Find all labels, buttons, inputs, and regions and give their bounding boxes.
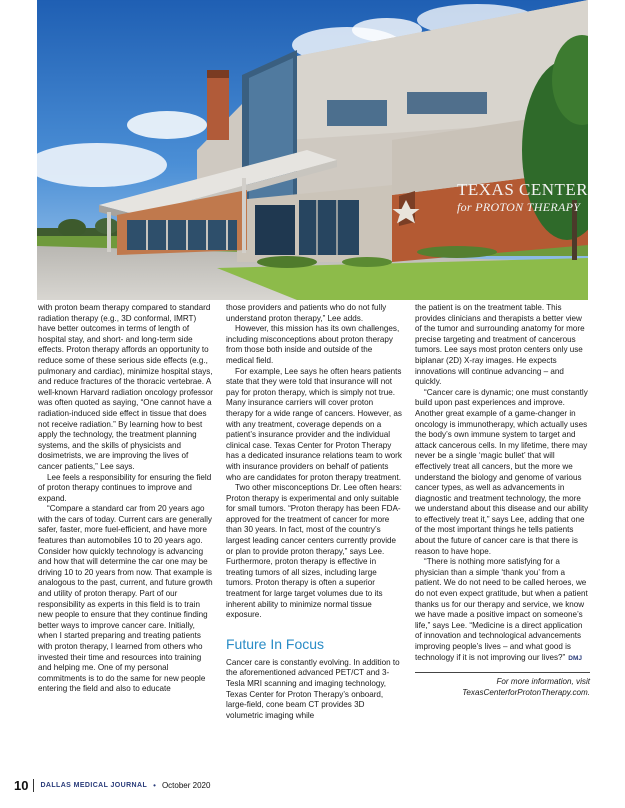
column-1	[38, 303, 213, 695]
section-heading: Future In Focus	[226, 635, 325, 652]
column-2	[226, 303, 402, 721]
footer-divider	[33, 779, 34, 792]
paragraph: “Cancer care is dynamic; one must constantly build upon past experiences and improve. Another great example of a game-changer in oncology is immunotherapy, which actually uses the body’s own immune system to target and attack cancerous cells. In my lifetime, there may never be a single ‘magic bullet’ that will effectively treat all cancers, but the more we understand the biology and genome of various cancer types, as well as advancements in diagnostic and treatment technology, the more we understand about this disease and our ability to effectively treat it,” says Lee, adding that one of the most important things he tells patients about the future of cancer care is that there is reason to have hope.	[415, 387, 589, 556]
divider-rule	[415, 672, 590, 673]
paragraph: those providers and patients who do not fully understand proton therapy,” Lee adds.	[226, 303, 387, 323]
more-info-link[interactable]: TexasCenterforProtonTherapy.com.	[462, 687, 590, 697]
paragraph: Cancer care is constantly evolving. In addition to the aforementioned advanced PET/CT and 3-Tesla MRI scanning and imaging technology, Texas Center for Proton Therapy’s onboard, large-field, cone beam CT provides 3D volumetric imaging while	[226, 657, 400, 720]
page-footer	[14, 777, 210, 793]
column-3	[415, 303, 590, 698]
signature-mark: DMJ	[568, 654, 582, 662]
paragraph	[415, 557, 590, 664]
journal-name: DALLAS MEDICAL JOURNAL	[40, 781, 148, 789]
footer-bullet: •	[153, 780, 156, 790]
building-photo	[37, 0, 588, 300]
paragraph: Lee feels a responsibility for ensuring the field of proton therapy continues to improve and expand.	[38, 472, 212, 503]
sign-line-1: TEXAS CENTER	[457, 180, 588, 199]
paragraph: Two other misconceptions Dr. Lee often hears: Proton therapy is experimental and only suitable for small tumors. “Proton therapy has been FDA-approved for the treatment of cancer for more than 30 years. In fact, most of the country’s largest leading cancer centers currently provide or plan to provide proton therapy,” says Lee. Furthermore, proton therapy is effective in treating tumors of all sizes, including large tumors. Proton therapy is often a superior treatment for large target volumes due to its inherent ability to minimize normal tissue exposure.	[226, 483, 402, 620]
more-info-line: For more information, visit	[496, 677, 590, 687]
closing-paragraph-text: “There is nothing more satisfying for a physician than a simple ‘thank you’ from a patient. We do not need to be called heroes, we do not even expect gratitude, but when a patient thanks us for our therapy and service, we know we have made a positive impact on someone’s life,” says Lee. “Medicine is a direct application of innovation and technological advancements improving people’s lives – and what good is technology if it is not improving our lives?”	[415, 557, 588, 662]
sign-line-2: for PROTON THERAPY	[457, 200, 581, 214]
paragraph: However, this mission has its own challenges, including misconceptions about proton therapy from those both inside and outside of the medical field.	[226, 324, 400, 365]
more-info	[415, 677, 590, 698]
paragraph: “Compare a standard car from 20 years ago with the cars of today. Current cars are generally safer, faster, more fuel-efficient, and have more features than automobiles 10 to 20 years ago. Consider how quickly technology is advancing and how that will determine the car one may be driving 10 to 20 years from now. That example is analogous to the past, current, and future growth and utility of proton therapy. Part of our responsibility as experts in this field is to train new people to ensure that they continue finding better ways to improve cancer care. Initially, when I started preparing and treating patients with proton therapy, I learned from others who invested their time and resources into training and helping me. One of my personal commitments is to do the same for new people entering the field and also to educate	[38, 504, 213, 694]
paragraph: the patient is on the treatment table. This provides clinicians and therapists a better view of the tumor and surrounding anatomy for more precise targeting and treatment of cancerous tumors. Lee says most proton centers only use biplanar (2D) X-ray images. He expects innovations will continue advancing – and quickly.	[415, 303, 585, 387]
paragraph: with proton beam therapy compared to standard radiation therapy (e.g., 3D conformal, IMRT) have better outcomes in terms of length of hospital stay, and short- and long-term side effects. Proton therapy affords an opportunity to reduce some of these serious side effects (e.g., pulmonary and cardiac), minimize hospital stays, and reduce fractures of the thoracic vertebrae. A well-known Harvard radiation oncology professor was often quoted as saying, “One cannot have a radiation-induced side effect in tissue that does not receive radiation.” By learning how to best apply the technology, the treatment planning systems, and the skills of physicists and dosimetrists, we are improving the lives of cancer patients,” Lee says.	[38, 303, 213, 471]
page-number: 10	[14, 777, 29, 793]
issue-date: October 2020	[161, 780, 211, 790]
building-sign	[457, 181, 588, 216]
paragraph: For example, Lee says he often hears patients state that they were told that insurance will not pay for proton therapy, which is simply not true. Many insurance carriers will cover proton therapy for a wide range of cancers. However, as with any treatment, coverage depends on a patient’s insurance provider and the individual clinical case. Texas Center for Proton Therapy has a dedicated insurance relations team to work with insurance providers on behalf of patients who are candidates for proton therapy treatment.	[226, 366, 402, 482]
